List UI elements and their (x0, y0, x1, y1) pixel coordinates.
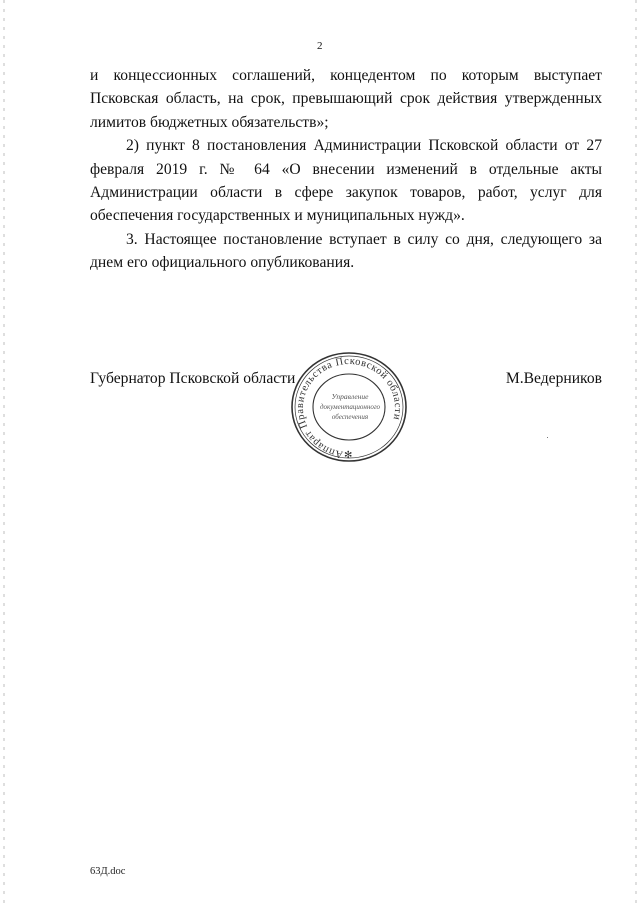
seal-icon (284, 348, 414, 466)
scan-edge-left (3, 0, 5, 905)
official-seal-stamp (284, 348, 414, 466)
svg-text:✻: ✻ (344, 450, 353, 461)
document-body (90, 64, 602, 275)
svg-text:Аппарат Правительства Псковско: Аппарат Правительства Псковской области (294, 355, 404, 460)
page-number: 2 (317, 40, 323, 52)
svg-text:Управление: Управление (331, 392, 369, 401)
paragraph-continuation: и концессионных соглашений, концедентом по которым выступает Псковская область, на срок, превышающий срок действия утвержденных лимитов бюджетных обязательств»; (90, 67, 602, 131)
footer-file-name: 63Д.doc (90, 866, 126, 877)
svg-text:документационного: документационного (319, 403, 381, 411)
svg-text:обеспечения: обеспечения (331, 413, 369, 421)
scan-speck (547, 437, 548, 438)
signer-title: Губернатор Псковской области (90, 370, 296, 387)
signer-name: М.Ведерников (505, 370, 602, 387)
paragraph-item-3: 3. Настоящее постановление вступает в силу со дня, следующего за днем его официального опубликования. (90, 230, 602, 272)
scan-edge-right (635, 0, 637, 905)
paragraph-item-2: 2) пункт 8 постановления Администрации Псковской области от 27 февраля 2019 г. № 64 «О внесении изменений в отдельные акты Администрации области в сфере закупок товаров, работ, услуг для обеспечения государственных и муниципальных нужд». (90, 137, 602, 225)
